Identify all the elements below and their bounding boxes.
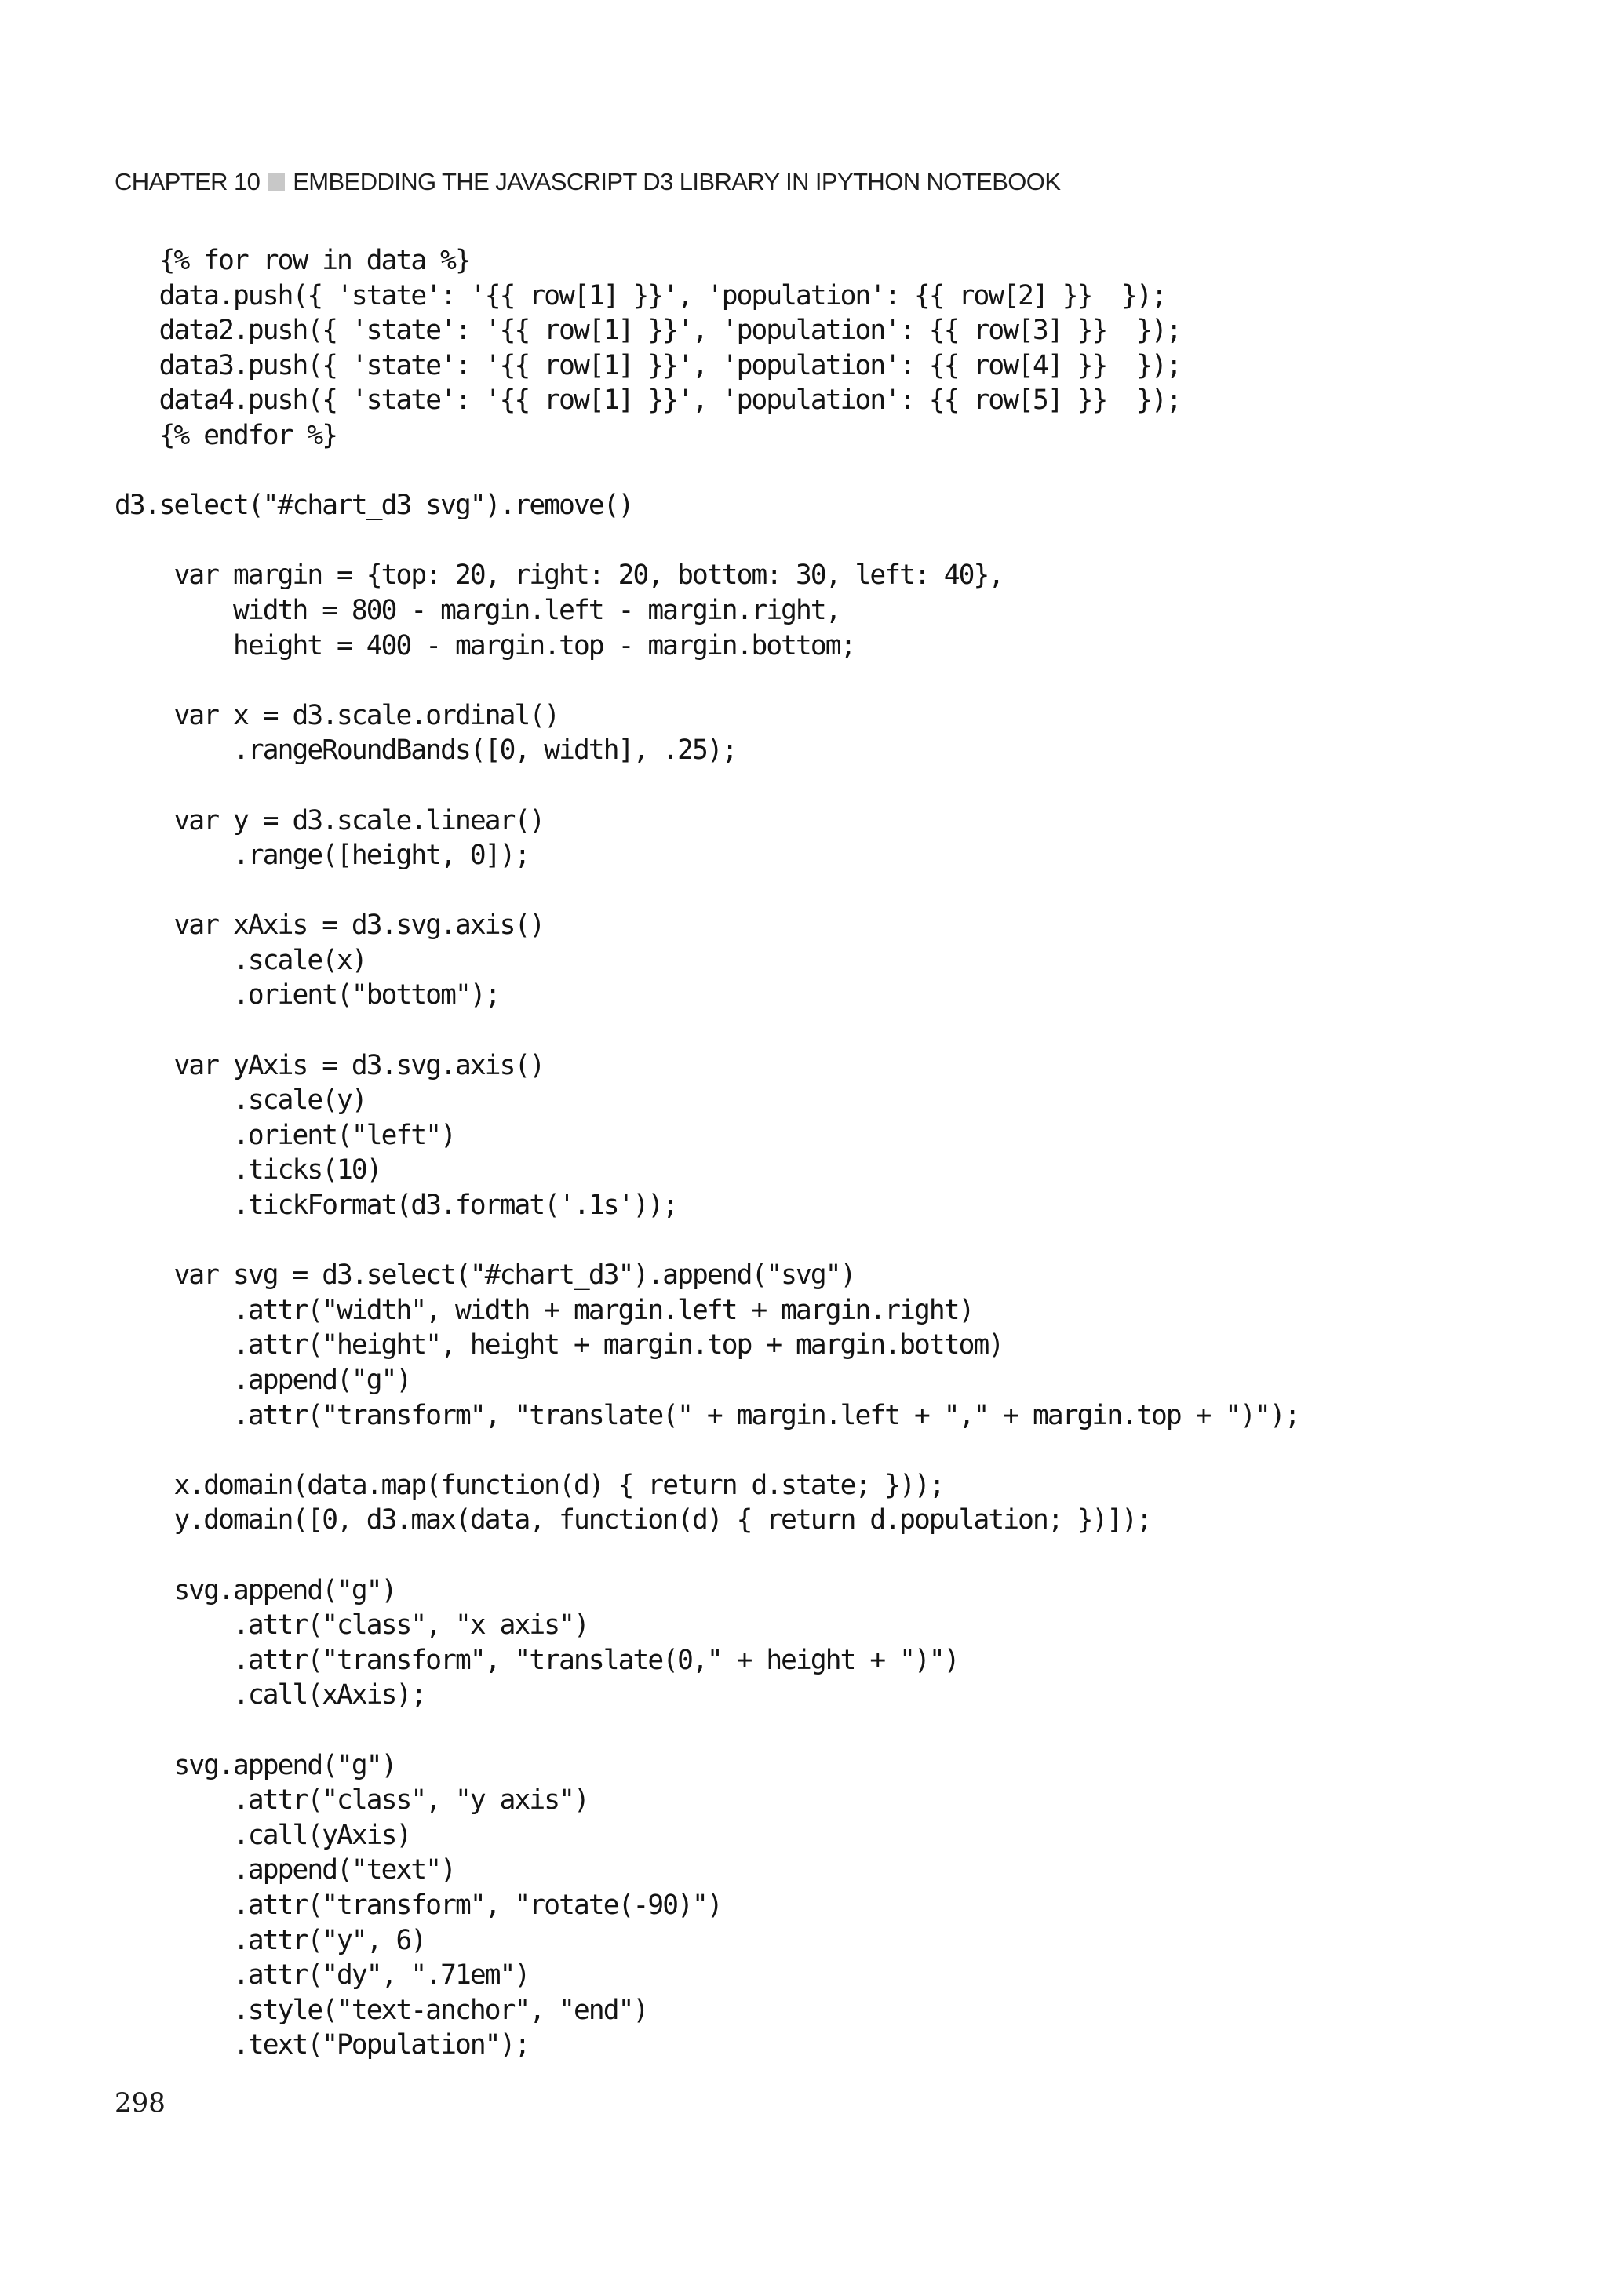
code-line: .append("text") [115,1854,456,1886]
code-line: data2.push({ 'state': '{{ row[1] }}', 'population': {{ row[3] }} }); [115,315,1181,347]
code-line: .attr("class", "x axis") [115,1609,589,1642]
code-line: .attr("transform", "translate(0," + height + ")") [115,1644,959,1676]
code-line: .attr("transform", "rotate(-90)") [115,1889,722,1921]
code-line [115,1223,1299,1259]
code-line: .attr("class", "y axis") [115,1784,589,1817]
code-line: x.domain(data.map(function(d) { return d.state; })); [115,1469,944,1501]
code-line: .attr("dy", ".71em") [115,1959,530,1992]
code-line: .style("text-anchor", "end") [115,1994,648,2026]
page-number: 298 [115,2087,166,2119]
code-line: .rangeRoundBands([0, width], .25); [115,734,737,767]
code-line: d3.select("#chart_d3 svg").remove() [115,490,633,522]
code-line: data4.push({ 'state': '{{ row[1] }}', 'population': {{ row[5] }} }); [115,384,1181,417]
code-line [115,768,1299,804]
code-line [115,1538,1299,1573]
chapter-title: EMBEDDING THE JAVASCRIPT D3 LIBRARY IN IPYTHON NOTEBOOK [293,168,1061,195]
code-line: .attr("y", 6) [115,1924,426,1956]
code-line: .scale(y) [115,1084,366,1117]
code-line [115,1013,1299,1048]
code-line: var xAxis = d3.svg.axis() [115,909,545,942]
code-line: svg.append("g") [115,1749,396,1781]
code-line: .range([height, 0]); [115,840,530,872]
code-line [115,663,1299,698]
code-line: .tickFormat(d3.format('.1s')); [115,1190,678,1222]
code-line: .scale(x) [115,944,366,976]
code-line: .text("Population"); [115,2029,530,2061]
code-line: .ticks(10) [115,1154,381,1186]
code-line: data.push({ 'state': '{{ row[1] }}', 'population': {{ row[2] }} }); [115,279,1166,312]
code-line: data3.push({ 'state': '{{ row[1] }}', 'population': {{ row[4] }} }); [115,349,1181,381]
code-line: {% endfor %} [115,419,337,451]
code-line: var margin = {top: 20, right: 20, bottom: 30, left: 40}, [115,559,1004,592]
code-line: .orient("bottom"); [115,979,500,1011]
code-line [115,454,1299,489]
code-line [115,1713,1299,1748]
chapter-label: CHAPTER 10 [115,168,261,195]
code-line: .attr("width", width + margin.left + margin.right) [115,1294,974,1326]
running-header [115,168,1060,196]
code-line: .attr("height", height + margin.top + margin.bottom) [115,1329,1004,1361]
code-line: width = 800 - margin.left - margin.right, [115,594,840,626]
code-line: var y = d3.scale.linear() [115,804,545,836]
code-line [115,873,1299,909]
code-line: height = 400 - margin.top - margin.bottom; [115,629,855,661]
code-line: svg.append("g") [115,1574,396,1606]
code-line [115,523,1299,559]
code-line: var x = d3.scale.ordinal() [115,699,559,731]
code-line: .call(xAxis); [115,1679,426,1711]
header-separator-square [268,173,285,191]
code-line: {% for row in data %} [115,245,470,276]
code-line: .append("g") [115,1365,411,1396]
code-line [115,1433,1299,1468]
code-line: var svg = d3.select("#chart_d3").append("svg") [115,1259,855,1292]
code-line: y.domain([0, d3.max(data, function(d) { return d.population; })]); [115,1504,1151,1536]
code-listing [115,243,1299,2063]
code-line: .orient("left") [115,1119,456,1151]
code-line: var yAxis = d3.svg.axis() [115,1049,545,1081]
code-line: .call(yAxis) [115,1819,411,1851]
code-line: .attr("transform", "translate(" + margin.left + "," + margin.top + ")"); [115,1399,1299,1431]
